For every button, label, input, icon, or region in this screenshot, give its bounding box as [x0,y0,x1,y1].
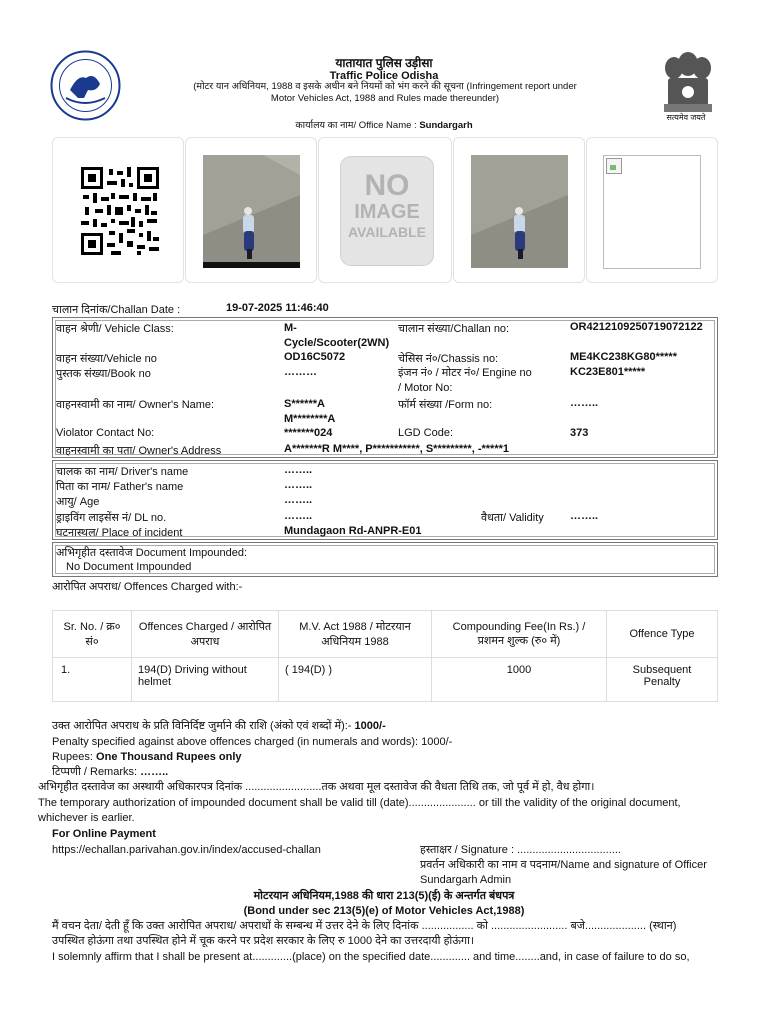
violation-photo-card-1 [185,137,317,283]
vehicle-class-value: M- Cycle/Scooter(2WN) [284,322,390,349]
violation-photo [203,155,300,268]
challan-date-value: 19-07-2025 11:46:40 [226,302,329,314]
no-image-card [318,137,452,283]
table-cell: 194(D) Driving without helmet [132,658,279,702]
broken-image-icon [603,155,701,269]
temp-auth-english-1: The temporary authorization of impounded document shall be valid till (date)...................... or till the validity of the original document, [38,797,681,809]
address-value: A*******R M****, P***********, S*********, -*****1 [284,443,510,455]
table-header-row [53,611,718,658]
challan-no-label: चालान संख्या/Challan no: [398,323,510,335]
table-cell: 1. [53,658,132,702]
father-name-value: …….. [284,479,313,491]
driver-name-value: …….. [284,464,313,476]
column-header: Offences Charged / आरोपित अपराध [132,611,279,658]
vehicle-no-value: OD16C5072 [284,351,346,363]
challan-date-label: चालान दिनांक/Challan Date : [52,304,181,316]
challan-no-value: OR4212109250719072122 [570,321,703,333]
payment-url-link[interactable]: https://echallan.parivahan.gov.in/index/accused-challan [52,844,321,856]
bond-line-3: I solemnly affirm that I shall be present at.............(place) on the specified date............. and time........and, in case of failure to do so, [52,951,690,963]
column-header: M.V. Act 1988 / मोटरयान अधिनियम 1988 [279,611,432,658]
table-cell: ( 194(D) ) [279,658,432,702]
no-image-placeholder: NO IMAGE AVAILABLE [341,157,433,265]
place-label: घटनास्थल/ Place of incident [56,527,183,539]
temp-auth-english-2: whichever is earlier. [38,812,135,824]
impound-value: No Document Impounded [66,561,192,573]
contact-label: Violator Contact No: [56,427,155,439]
engine-label: इंजन नं० / मोटर नं०/ Engine no / Motor No: [398,367,532,394]
officer-line: प्रवर्तन अधिकारी का नाम व पदनाम/Name and signature of Officer [420,859,707,871]
title-hindi: यातायात पुलिस उड़ीसा [335,56,433,70]
column-header: Offence Type [607,611,718,658]
title-english: Traffic Police Odisha [329,70,439,82]
dl-label: ड्राइविंग लाइसेंस नं/ DL no. [56,512,167,524]
vehicle-no-label: वाहन संख्या/Vehicle no [56,353,157,365]
owner-name-value: S******A M********A [284,398,336,425]
violation-photo-card-2 [453,137,585,283]
penalty-english: Penalty specified against above offences charged (in numerals and words): 1000/- [52,736,453,748]
rupees-line: Rupees: One Thousand Rupees only [52,751,242,763]
form-no-value: …….. [570,397,599,409]
place-value: Mundagaon Rd-ANPR-E01 [284,525,422,537]
column-header: Sr. No. / क्र० सं० [53,611,132,658]
validity-label: वैधता/ Validity [481,512,544,524]
owner-name-label: वाहनस्वामी का नाम/ Owner's Name: [56,399,215,411]
emblem-motto: सत्यमेव जयते [666,113,706,122]
father-name-label: पिता का नाम/ Father's name [56,481,184,493]
table-cell: Subsequent Penalty [607,658,718,702]
bond-title-english: (Bond under sec 213(5)(e) of Motor Vehicles Act,1988) [243,905,525,917]
chassis-value: ME4KC238KG80***** [570,351,677,363]
qr-code-icon [81,167,159,255]
table-cell: 1000 [432,658,607,702]
offences-table [52,610,718,702]
column-header: Compounding Fee(In Rs.) / प्रशमन शुल्क (रु० में) [432,611,607,658]
signature-line: हस्ताक्षर / Signature : .................................. [420,844,621,856]
broken-image-card [586,137,718,283]
table-row [53,658,718,702]
temp-auth-hindi: अभिगृहीत दस्तावेज का अस्थायी अधिकारपत्र दिनांक .........................तक अथवा मूल दस्तावेज की वैधता तिथि तक, जो पूर्व में हो, वैध होगा। [38,781,595,793]
address-label: वाहनस्वामी का पता/ Owner's Address [56,445,222,457]
bond-line-1: मैं वचन देता/ देती हूँ कि उक्त आरोपित अपराध/ अपराधों के सम्बन्ध में उत्तर देने के लिए दिनांक ................. को ......................... बजे.................... (स्थान) [52,920,677,932]
violation-photo [471,155,568,268]
online-payment-title: For Online Payment [52,828,156,840]
book-no-label: पुस्तक संख्या/Book no [56,368,151,380]
impound-label: अभिगृहीत दस्तावेज Document Impounded: [56,547,248,559]
vehicle-class-label: वाहन श्रेणी/ Vehicle Class: [56,323,174,335]
form-no-label: फॉर्म संख्या /Form no: [398,399,493,411]
offences-label: आरोपित अपराध/ Offences Charged with:- [52,581,243,593]
age-value: …….. [284,494,313,506]
driver-name-label: चालक का नाम/ Driver's name [56,466,189,478]
officer-name: Sundargarh Admin [420,874,512,886]
contact-value: *******024 [284,427,333,439]
validity-value: …….. [570,510,599,522]
remarks-line: टिप्पणी / Remarks: …….. [52,766,169,778]
book-no-value: ……… [284,366,317,378]
chassis-label: चेसिस नं०/Chassis no: [398,353,499,365]
engine-value: KC23E801***** [570,366,646,378]
dl-value: …….. [284,510,313,522]
penalty-hindi: उक्त आरोपित अपराध के प्रति विनिर्दिष्ट जुर्माने की राशि (अंको एवं शब्दों में):- 1000/- [52,720,386,732]
lgd-value: 373 [570,427,589,439]
bond-line-2: उपस्थित होऊंगा तथा उपस्थित होने में चूक करने पर प्रदेश सरकार के लिए रु 1000 देने का उत्तरदायी होऊंगा। [52,935,475,947]
qr-code-card [52,137,184,283]
bond-title-hindi: मोटरयान अधिनियम,1988 की धारा 213(5)(ई) के अन्तर्गत बंधपत्र [253,890,515,902]
lgd-label: LGD Code: [398,427,454,439]
subtitle: (मोटर यान अधिनियम, 1988 व इसके अधीन बने नियमों को भंग करने की सूचना (Infringement report under Motor Vehicles Act, 1988 and Rules made thereunder) [193,81,577,104]
office-name: कार्यालय का नाम/ Office Name : Sundargarh [295,120,473,131]
age-label: आयु/ Age [56,496,100,508]
